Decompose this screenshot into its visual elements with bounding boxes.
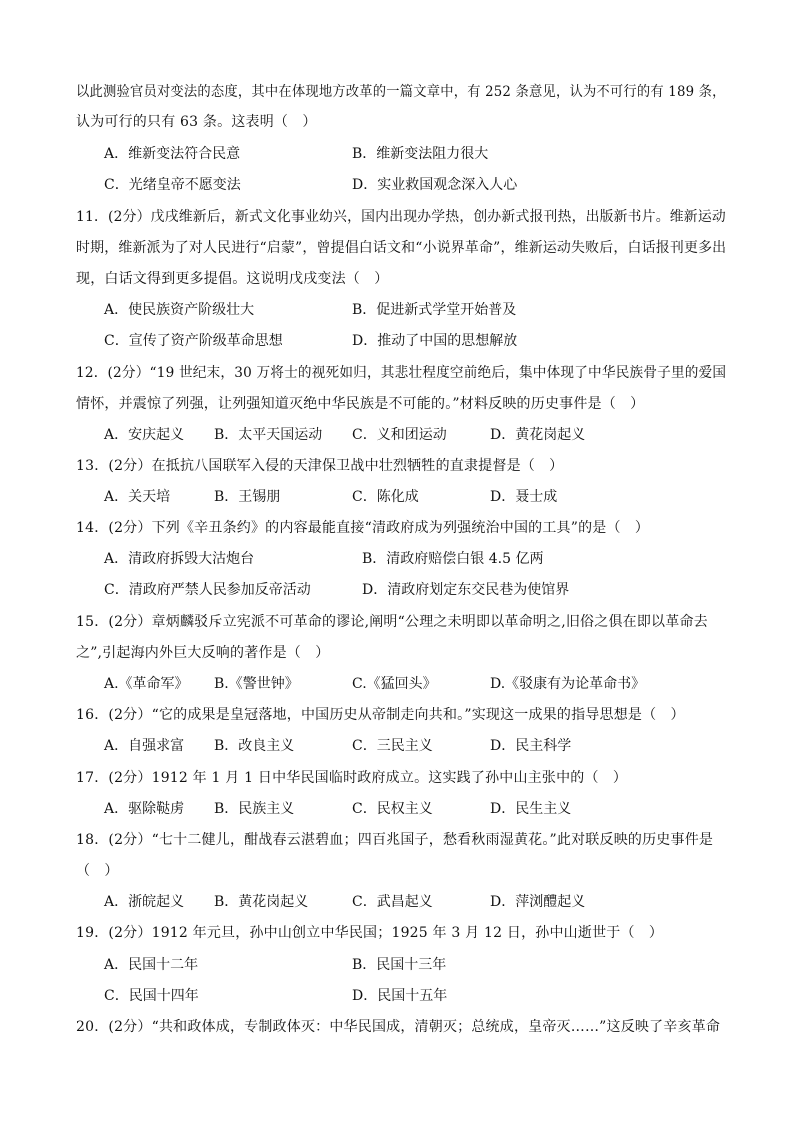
q11-stem-line-2: 时期，维新派为了对人民进行“启蒙”，曾提倡白话文和“小说界革命”，维新运动失败后，白话报刊更多出 [76, 240, 727, 256]
q14-option-b[interactable]: B．清政府赔偿白银 4.5 亿两 [362, 551, 544, 567]
q12-option-d[interactable]: D．黄花岗起义 [490, 427, 586, 443]
q15-option-a[interactable]: A.《革命军》 [104, 676, 189, 692]
q17-option-d[interactable]: D．民生主义 [490, 801, 572, 817]
q19-option-a[interactable]: A．民国十二年 [104, 957, 199, 973]
q16-option-a[interactable]: A．自强求富 [104, 738, 185, 754]
q12-stem-line-2: 情怀，并震惊了列强，让列强知道灭绝中华民族是不可能的。”材料反映的历史事件是（ ） [76, 396, 645, 412]
q19-stem-line-1: 19．(2分）1912 年元旦，孙中山创立中华民国；1925 年 3 月 12 日，孙中山逝世于（ ） [76, 925, 664, 941]
q13-stem-line-1: 13．(2分）在抵抗八国联军入侵的天津保卫战中壮烈牺牲的直隶提督是（ ） [76, 458, 564, 474]
q18-stem-line-1: 18．(2分）“七十二健儿，酣战春云湛碧血；四百兆国子，愁看秋雨湿黄花。”此对联反映的历史事件是 [76, 832, 714, 848]
q11-option-c[interactable]: C．宣传了资产阶级革命思想 [104, 333, 283, 349]
q19-option-d[interactable]: D．民国十五年 [352, 988, 448, 1004]
q11-option-a[interactable]: A．使民族资产阶级壮大 [104, 302, 255, 318]
q14-option-c[interactable]: C．清政府严禁人民参加反帝活动 [104, 582, 311, 598]
q18-option-a[interactable]: A．浙皖起义 [104, 894, 185, 910]
q17-option-b[interactable]: B．民族主义 [214, 801, 295, 817]
q16-option-d[interactable]: D．民主科学 [490, 738, 572, 754]
q14-option-d[interactable]: D．清政府划定东交民巷为使馆界 [362, 582, 570, 598]
q13-option-a[interactable]: A．关天培 [104, 489, 171, 505]
q10-stem-line-2: 认为可行的只有 63 条。这表明（ ） [76, 114, 317, 130]
q15-stem-line-1: 15．(2分）章炳麟驳斥立宪派不可革命的谬论,阐明“公理之未明即以革命明之,旧俗之俱在即以革命去 [76, 614, 708, 630]
q12-option-a[interactable]: A．安庆起义 [104, 427, 185, 443]
q15-option-c[interactable]: C.《猛回头》 [352, 676, 437, 692]
q11-stem-line-1: 11．(2分）戊戌维新后，新式文化事业幼兴，国内出现办学热，创办新式报刊热，出版新书片。维新运动 [76, 209, 726, 225]
q12-option-c[interactable]: C．义和团运动 [352, 427, 447, 443]
q13-option-c[interactable]: C．陈化成 [352, 489, 419, 505]
q14-stem-line-1: 14．(2分）下列《辛丑条约》的内容最能直接“清政府成为列强统治中国的工具”的是（ ） [76, 520, 650, 536]
q19-option-b[interactable]: B．民国十三年 [352, 957, 447, 973]
q20-stem-line-1: 20．(2分）“共和政体成，专制政体灭：中华民国成，清朝灭；总统成，皇帝灭……”这反映了辛亥革命 [76, 1019, 721, 1035]
q18-option-c[interactable]: C．武昌起义 [352, 894, 433, 910]
q19-option-c[interactable]: C．民国十四年 [104, 988, 199, 1004]
q18-stem-line-2: （ ） [76, 863, 119, 879]
q11-stem-line-3: 现，白话文得到更多提倡。这说明戊戌变法（ ） [76, 271, 389, 287]
q16-stem-line-1: 16．(2分）“它的成果是皇冠落地，中国历史从帝制走向共和。”实现这一成果的指导思想是（ ） [76, 707, 685, 723]
q10-stem-line-1: 以此测验官员对变法的态度，其中在体现地方改革的一篇文章中，有 252 条意见，认为不可行的有 189 条， [76, 84, 726, 100]
q10-option-c[interactable]: C．光绪皇帝不愿变法 [104, 177, 241, 193]
q15-option-d[interactable]: D.《驳康有为论革命书》 [490, 676, 646, 692]
q14-option-a[interactable]: A．清政府拆毁大沽炮台 [104, 551, 255, 567]
q17-stem-line-1: 17．(2分）1912 年 1 月 1 日中华民国临时政府成立。这实践了孙中山主张中的（ ） [76, 770, 628, 786]
q10-option-d[interactable]: D．实业救国观念深入人心 [352, 177, 518, 193]
q11-option-d[interactable]: D．推动了中国的思想解放 [352, 333, 518, 349]
q15-option-b[interactable]: B.《警世钟》 [214, 676, 299, 692]
q10-option-a[interactable]: A．维新变法符合民意 [104, 146, 241, 162]
q16-option-c[interactable]: C．三民主义 [352, 738, 433, 754]
q12-option-b[interactable]: B．太平天国运动 [214, 427, 323, 443]
q18-option-d[interactable]: D．萍浏醴起义 [490, 894, 586, 910]
q13-option-b[interactable]: B．王锡朋 [214, 489, 281, 505]
q13-option-d[interactable]: D．聂士成 [490, 489, 558, 505]
q11-option-b[interactable]: B．促进新式学堂开始普及 [352, 302, 517, 318]
q17-option-a[interactable]: A．驱除鞑虏 [104, 801, 185, 817]
q10-option-b[interactable]: B．维新变法阻力很大 [352, 146, 489, 162]
q12-stem-line-1: 12．(2分）“19 世纪末，30 万将士的视死如归，其悲壮程度空前绝后，集中体现了中华民族骨子里的爱国 [76, 365, 727, 381]
q16-option-b[interactable]: B．改良主义 [214, 738, 295, 754]
q18-option-b[interactable]: B．黄花岗起义 [214, 894, 309, 910]
q17-option-c[interactable]: C．民权主义 [352, 801, 433, 817]
q15-stem-line-2: 之”,引起海内外巨大反响的著作是（ ） [76, 645, 330, 661]
